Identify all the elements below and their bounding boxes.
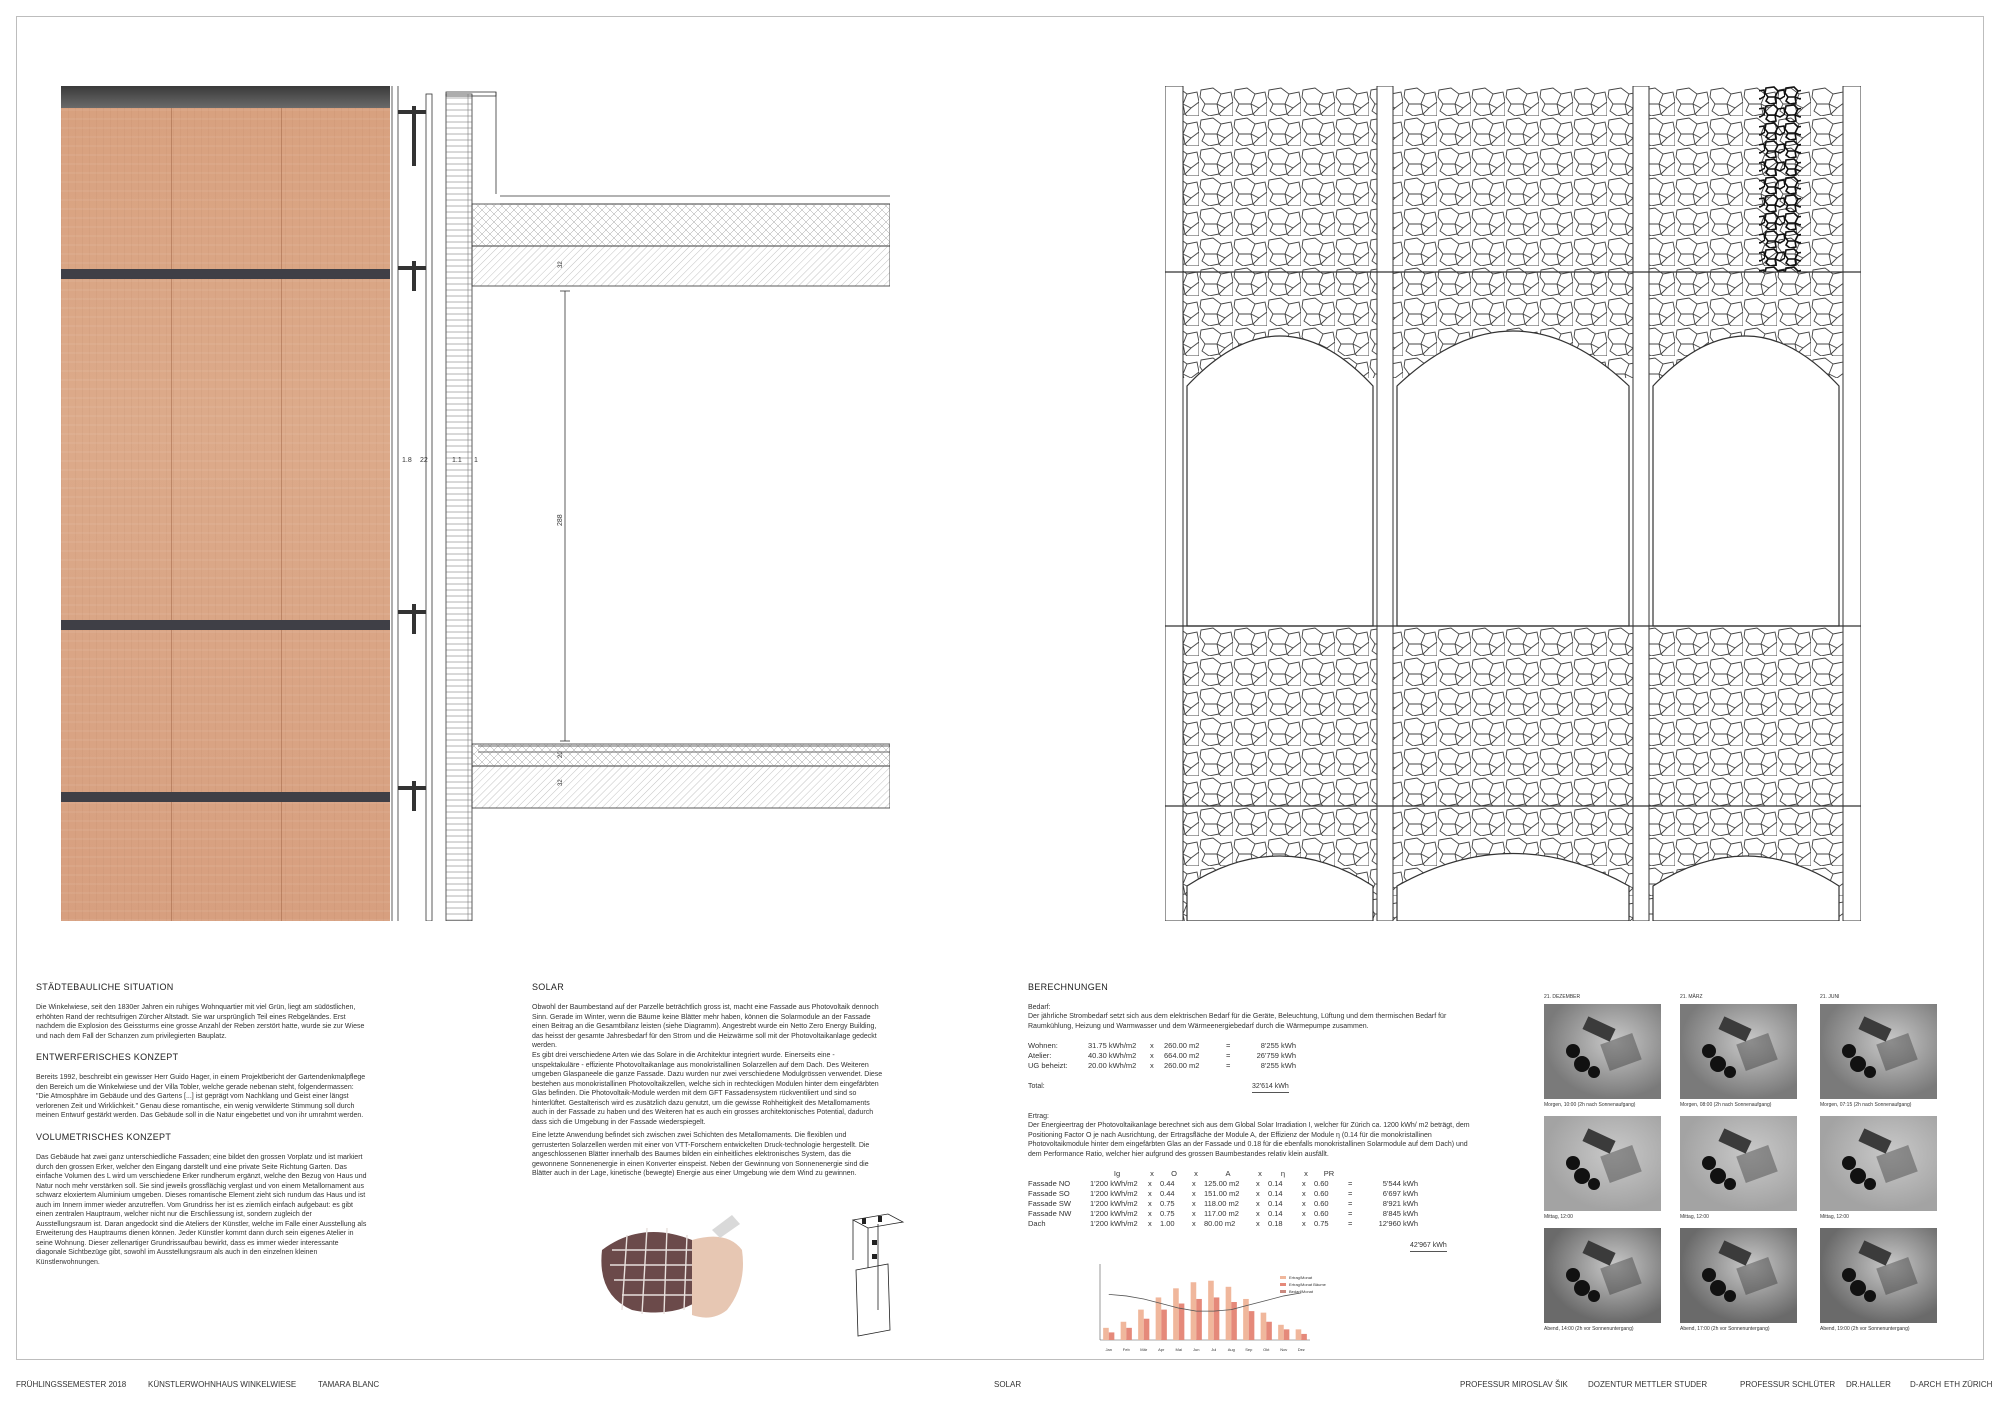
ertrag-cell: x: [1192, 1198, 1196, 1208]
legend-label: Bedarf/Monat: [1289, 1289, 1314, 1294]
bedarf-cell: 260.00 m2: [1164, 1060, 1200, 1070]
ertrag-cell: 117.00 m2: [1204, 1208, 1239, 1218]
footer-author: TAMARA BLANC: [318, 1380, 380, 1389]
text-solar-3: Eine letzte Anwendung befindet sich zwischen zwei Schichten des Metallornaments. Die flexiblen und gerrusterten Solarzellen werden mit einer von VTT-Forschern entwickelten Druck-technologie hergestellt. Die angeschlossenen Blätter innerhalb des Baumes bilden ein einheitliches elektronisches System, das die gewonnene Sonnenenergie in einen Konverter einspeist. Neben der Gewinnung von Sonnenenergie sind die Blätter auch in der Lage, kinetische (bewegte) Energie aus einer Umgebung wie dem Wind zu gewinnen.: [532, 1132, 870, 1177]
ertrag-cell: =: [1348, 1178, 1353, 1188]
bar-1-10: [1284, 1329, 1290, 1340]
ertrag-cell: 5'544 kWh: [1382, 1178, 1418, 1188]
ertrag-table: [1028, 1168, 1422, 1228]
bar-0-7: [1226, 1287, 1232, 1340]
ertrag-cell: x: [1148, 1188, 1152, 1198]
shadow-date: 21. DEZEMBER: [1544, 994, 1581, 1000]
footer-semester: FRÜHLINGSSEMESTER 2018: [16, 1380, 127, 1389]
ertrag-cell: 1'200 kWh/m2: [1090, 1188, 1138, 1198]
footer-topic: SOLAR: [994, 1380, 1022, 1389]
ertrag-cell: x: [1302, 1188, 1306, 1198]
ertrag-cell: =: [1348, 1218, 1353, 1228]
bedarf-text: Der jährliche Strombedarf setzt sich aus dem elektrischen Bedarf für die Geräte, Beleuchtung, Lüftung und dem thermischen Bedarf für Raumkühlung, Heizung und Warmwasser und dem Wärmeenergiebedarf durch die Wärmepumpe zusammen.: [1028, 1013, 1447, 1030]
legend-label: Ertrag/Monat Bäume: [1289, 1282, 1326, 1287]
dim-height: 288: [557, 514, 564, 526]
ertrag-cell: 12'960 kWh: [1378, 1218, 1418, 1228]
ertrag-cell: x: [1192, 1208, 1196, 1218]
shadow-study-image: [1680, 1116, 1797, 1211]
shadow-caption: Abend, 17:00 (2h vor Sonnenuntergang): [1680, 1326, 1770, 1332]
ertrag-cell: Fassade NW: [1028, 1208, 1072, 1218]
dim-slab-bottom: 32: [558, 779, 564, 786]
ertrag-cell: 0.44: [1160, 1178, 1175, 1188]
ertrag-cell: x: [1256, 1178, 1260, 1188]
ertrag-cell: 0.14: [1268, 1188, 1283, 1198]
ertrag-cell: 0.60: [1314, 1198, 1329, 1208]
bar-0-2: [1138, 1310, 1144, 1340]
x-tick-label: Dez: [1297, 1347, 1305, 1352]
bedarf-total: 32'614 kWh: [1252, 1082, 1289, 1093]
bedarf-cell: 8'255 kWh: [1260, 1060, 1296, 1070]
bedarf-cell: 20.00 kWh/m2: [1088, 1060, 1137, 1070]
bar-1-9: [1266, 1322, 1272, 1340]
x-tick-label: Jan: [1105, 1347, 1112, 1352]
bar-0-3: [1156, 1297, 1162, 1340]
shadow-caption: Mittag, 12:00: [1820, 1214, 1849, 1220]
x-tick-label: Apr: [1158, 1347, 1165, 1352]
ertrag-row: [1028, 1198, 1422, 1208]
text-volume: Das Gebäude hat zwei ganz unterschiedliche Fassaden; eine bildet den grossen Vorplatz und ist markiert durch den grossen Erker, welcher den Eingang darstellt und eine private Seite Richtung Garten. Das einfache Volumen des L wird um verschiedene Erker rundherum ergänzt, welche den Bezug von Haus und Natur noch mehr verstärken soll. Sie sind jeweils grossflächig verglast und von einem Metallornament aus schwarz eloxiertem Aluminium umgeben. Dieses romantische Element zieht sich rundum das Haus und ist auch im Innern immer wieder anzutreffen. Vom Grundriss her ist es ziemlich einfach aufgebaut: es gibt einen zentralen Hauptraum, welcher nicht nur die Erschliessung ist, sondern zugleich der Ausstellungsraum ist. Daran angedockt sind die Ateliers der Künstler, welche im Falle einer Ausstellung als Erweiterung des Hauptraums dienen können. Jeder Künstler kommt dann durch sein eigenes Atelier in seine Wohnung. Dieser zellenartiger Grundrissaufbau bewirkt, dass es immer wieder interessante diagonale Sichtbezüge gibt, sowohl im Ausstellungsraum als auch in den einzelnen kleinen Künstlerwohnungen.: [36, 1154, 367, 1266]
bedarf-cell: =: [1226, 1060, 1231, 1070]
bar-1-3: [1161, 1310, 1167, 1340]
text-solar-1: Obwohl der Baumbestand auf der Parzelle beträchtlich gross ist, macht eine Fassade aus Photovoltaik dennoch Sinn. Gerade im Winter, wenn die Bäume keine Blätter mehr haben, können die Solarmodule an der Fassade einen Beitrag an die Gesamtbilanz leisten (siehe Diagramm). Angestrebt wurde ein Netto Zero Energy Building, das heisst der gesamte Jahresbedarf für den Strom und die Heizwärme soll mit der Photovoltaikanlage gedeckt werden.: [532, 1004, 879, 1049]
yield-demand-chart: [1080, 1258, 1320, 1354]
text-design: Bereits 1992, beschreibt ein gewisser Herr Guido Hager, in einem Projektbericht der Gartendenkmalpflege den Bereich um die Winkelwiese und der Villa Tobler, welche gerade nebenan steht, folgendermassen: "Die Atmosphäre im Gebäude und des Gartens [...] ist geprägt vom Nachklang und Geist einer längst verlorenen Zeit und Wirklichkeit." Genau diese romantische, ein wenig verwilderte Stimmung soll durch meinen Entwurf gestärkt werden. Das Gebäude soll in die Natur eingebettet und von ihr umrahmt werden.: [36, 1074, 366, 1119]
ertrag-cell: Fassade NO: [1028, 1178, 1071, 1188]
ertrag-header-cell: O: [1171, 1168, 1177, 1178]
bedarf-row: [1028, 1060, 1300, 1070]
heading-design: ENTWERFERISCHES KONZEPT: [36, 1052, 179, 1062]
shadow-caption: Mittag, 12:00: [1680, 1214, 1709, 1220]
ornament-elevation: [1165, 86, 1861, 921]
ertrag-cell: 0.60: [1314, 1178, 1329, 1188]
ertrag-row: [1028, 1178, 1422, 1188]
ertrag-cell: x: [1302, 1208, 1306, 1218]
ertrag-cell: 0.75: [1160, 1208, 1175, 1218]
ertrag-header-cell: Ig: [1113, 1168, 1121, 1178]
text-solar-2: Es gibt drei verschiedene Arten wie das Solare in die Architektur integriert wurde. Einerseits eine - unspektakuläre - effiziente Photovoltaikanlage aus monokristallinen Solarzellen auf dem Dach. Des Weiteren umgeben Glaspaneele die ganze Fassade. Dazu wurden nur zwei verschiedene Modulgrössen verwendet. Diese bestehen aus monokristallinen Photovoltaikzellen, welche sich in rechteckigen Modulen hinter dem eingefärbten Glas befinden. Die Photovoltaik-Module werden mit dem GFT Fassadensystem rückventiliert und sind so hinterlüftet. Gestalterisch wird es zusätzlich dazu genutzt, um die gewisse Rohheitigkeit des Metallornaments auch in der Fassade zu haben und des Weiteren hat es auch ein grosses architektonisches Potential, dadurch dass sich die Umgebung in der Fassade wiederspiegelt.: [532, 1052, 883, 1126]
ertrag-cell: 0.14: [1268, 1198, 1283, 1208]
legend-swatch: [1280, 1283, 1286, 1286]
ertrag-cell: 8'921 kWh: [1382, 1198, 1418, 1208]
shadow-caption: Mittag, 12:00: [1544, 1214, 1573, 1220]
x-tick-label: Jul: [1211, 1347, 1217, 1352]
dim-2: 22: [420, 457, 428, 464]
heading-volume: VOLUMETRISCHES KONZEPT: [36, 1132, 172, 1142]
bar-1-1: [1126, 1328, 1132, 1340]
ertrag-cell: 118.00 m2: [1204, 1198, 1239, 1208]
shadow-date: 21. JUNI: [1820, 994, 1840, 1000]
ertrag-header-cell: x: [1258, 1168, 1262, 1178]
ertrag-cell: =: [1348, 1208, 1353, 1218]
ertrag-text: Der Energieertrag der Photovoltaikanlage berechnet sich aus dem Global Solar Irradiation I, welcher für Zürich ca. 1200 kWh/ m2 beträgt, dem Positioning Factor O je nach Ausrichtung, der Ertragsfläche der Module A, der Effizienz der Module η (0.14 für die monokristallinen Photovoltaikmodule hinter dem eingefärbten Glas an der Fassade und 0.18 für die ebenfalls monokristallinen Solarmodule auf dem Dach) und dem Performance Ratio, welcher hier aufgrund des grossen Baumbestandes relativ klein ausfällt.: [1028, 1122, 1470, 1158]
bedarf-cell: Atelier:: [1028, 1050, 1052, 1060]
bar-0-9: [1261, 1313, 1267, 1340]
ertrag-cell: x: [1148, 1218, 1152, 1228]
bedarf-cell: 31.75 kWh/m2: [1088, 1040, 1137, 1050]
shadow-study-image: [1820, 1228, 1937, 1323]
bar-1-6: [1214, 1297, 1220, 1340]
ertrag-cell: x: [1148, 1198, 1152, 1208]
ertrag-row: [1028, 1188, 1422, 1198]
shadow-caption: Morgen, 10:00 (2h nach Sonnenaufgang): [1544, 1102, 1636, 1108]
ertrag-cell: 0.60: [1314, 1188, 1329, 1198]
x-tick-label: Aug: [1227, 1347, 1235, 1352]
ertrag-cell: x: [1302, 1198, 1306, 1208]
bedarf-cell: 664.00 m2: [1164, 1050, 1200, 1060]
ertrag-cell: 0.14: [1268, 1208, 1283, 1218]
dim-4: 1: [474, 457, 478, 464]
dim-floor: 20: [558, 751, 564, 758]
bedarf-table: [1028, 1040, 1300, 1070]
shadow-study-image: [1820, 1004, 1937, 1099]
bedarf-total-label: Total:: [1028, 1083, 1045, 1090]
ertrag-cell: 125.00 m2: [1204, 1178, 1240, 1188]
demand-line: [1109, 1293, 1302, 1311]
dim-1: 1.8: [402, 457, 412, 464]
ertrag-cell: 151.00 m2: [1204, 1188, 1240, 1198]
bedarf-cell: Wohnen:: [1028, 1040, 1058, 1050]
bar-0-6: [1208, 1281, 1214, 1340]
shadow-caption: Abend, 14:00 (2h vor Sonnenuntergang): [1544, 1326, 1634, 1332]
ertrag-cell: 1.00: [1160, 1218, 1175, 1228]
bedarf-cell: UG beheizt:: [1028, 1060, 1068, 1070]
ertrag-cell: 1'200 kWh/m2: [1090, 1218, 1138, 1228]
bedarf-cell: x: [1150, 1050, 1154, 1060]
heading-calc: BERECHNUNGEN: [1028, 982, 1109, 992]
bar-0-4: [1173, 1288, 1179, 1340]
x-tick-label: Okt: [1263, 1347, 1270, 1352]
ertrag-header-cell: x: [1150, 1168, 1154, 1178]
ertrag-header-cell: [1028, 1168, 1090, 1178]
footer-haller: DR.HALLER: [1846, 1380, 1891, 1389]
ertrag-cell: 1'200 kWh/m2: [1090, 1208, 1138, 1218]
ertrag-header-cell: x: [1194, 1168, 1198, 1178]
ertrag-label: Ertrag:: [1028, 1113, 1050, 1120]
bedarf-cell: 260.00 m2: [1164, 1040, 1200, 1050]
bar-0-0: [1103, 1328, 1109, 1340]
ertrag-cell: 1'200 kWh/m2: [1090, 1198, 1138, 1208]
footer-eth: ETH ZÜRICH: [1944, 1380, 1993, 1389]
ertrag-cell: 0.14: [1268, 1178, 1283, 1188]
x-tick-label: Mai: [1175, 1347, 1182, 1352]
bedarf-cell: 40.30 kWh/m2: [1088, 1050, 1137, 1060]
bedarf-row: [1028, 1040, 1300, 1050]
ertrag-cell: x: [1302, 1178, 1306, 1188]
bedarf-cell: =: [1226, 1040, 1231, 1050]
bedarf-row: [1028, 1050, 1300, 1060]
shadow-date: 21. MÄRZ: [1680, 994, 1703, 1000]
text-urban: Die Winkelwiese, seit den 1830er Jahren ein ruhiges Wohnquartier mit viel Grün, liegt am südöstlichen, erhöhten Rand der rechtsufrigen Zürcher Altstadt. Sie war ursprünglich Teil eines Rebgeländes. Erst nachdem die Explosion des Geissturms eine grosse Anzahl der Reben zerstört hatte, wurde sie zur Wiese und nach dem Fall der Schanzen zum privilegierten Bauplatz.: [36, 1004, 365, 1040]
facade-rendering: [61, 86, 390, 921]
legend-entry: [1280, 1274, 1350, 1281]
ertrag-cell: x: [1192, 1188, 1196, 1198]
ertrag-cell: x: [1148, 1178, 1152, 1188]
ertrag-cell: x: [1192, 1178, 1196, 1188]
ertrag-cell: 0.75: [1314, 1218, 1329, 1228]
ertrag-row: [1028, 1218, 1422, 1228]
ertrag-total: 42'967 kWh: [1410, 1241, 1447, 1252]
ertrag-cell: x: [1256, 1188, 1260, 1198]
x-tick-label: Sep: [1245, 1347, 1253, 1352]
legend-entry: [1280, 1288, 1350, 1295]
ertrag-cell: x: [1256, 1198, 1260, 1208]
heading-solar: SOLAR: [532, 982, 565, 992]
ertrag-cell: 0.18: [1268, 1218, 1283, 1228]
bedarf-cell: =: [1226, 1050, 1231, 1060]
bar-1-11: [1301, 1334, 1307, 1340]
legend-swatch: [1280, 1276, 1286, 1279]
ertrag-cell: 6'697 kWh: [1382, 1188, 1418, 1198]
shadow-caption: Morgen, 08:00 (2h nach Sonnenaufgang): [1680, 1102, 1772, 1108]
ertrag-header-cell: A: [1225, 1168, 1231, 1178]
solar-leaf-photo: [592, 1210, 752, 1330]
ertrag-cell: Dach: [1028, 1218, 1046, 1228]
bar-0-1: [1121, 1322, 1127, 1340]
ertrag-cell: 0.75: [1160, 1198, 1175, 1208]
ertrag-cell: 0.44: [1160, 1188, 1175, 1198]
legend-swatch: [1280, 1290, 1286, 1293]
bar-0-11: [1296, 1329, 1302, 1340]
ertrag-cell: Fassade SO: [1028, 1188, 1070, 1198]
ertrag-cell: =: [1348, 1188, 1353, 1198]
x-tick-label: Feb: [1122, 1347, 1130, 1352]
ertrag-cell: 1'200 kWh/m2: [1090, 1178, 1138, 1188]
ertrag-cell: x: [1148, 1208, 1152, 1218]
footer-dozentur: DOZENTUR METTLER STUDER: [1588, 1380, 1708, 1389]
legend-entry: [1280, 1281, 1350, 1288]
ertrag-header-cell: PR: [1323, 1168, 1335, 1178]
ertrag-cell: =: [1348, 1198, 1353, 1208]
ertrag-cell: 0.60: [1314, 1208, 1329, 1218]
ertrag-header-cell: η: [1280, 1168, 1286, 1178]
ertrag-row: [1028, 1208, 1422, 1218]
ertrag-cell: x: [1256, 1208, 1260, 1218]
legend-label: Ertrag/Monat: [1289, 1275, 1313, 1280]
x-tick-label: Jun: [1193, 1347, 1200, 1352]
shadow-caption: Abend, 19:00 (2h vor Sonnenuntergang): [1820, 1326, 1910, 1332]
footer-project: KÜNSTLERWOHNHAUS WINKELWIESE: [148, 1380, 297, 1389]
bedarf-label: Bedarf:: [1028, 1004, 1051, 1011]
shadow-study-image: [1680, 1228, 1797, 1323]
bar-1-0: [1109, 1332, 1115, 1340]
bedarf-cell: x: [1150, 1040, 1154, 1050]
ertrag-cell: 80.00 m2: [1204, 1218, 1236, 1228]
footer-darch: D-ARCH: [1910, 1380, 1942, 1389]
bedarf-cell: 8'255 kWh: [1260, 1040, 1296, 1050]
x-tick-label: Mär: [1140, 1347, 1148, 1352]
bar-0-10: [1278, 1325, 1284, 1340]
ertrag-header-cell: [1362, 1168, 1422, 1178]
shadow-study-image: [1680, 1004, 1797, 1099]
ertrag-cell: x: [1256, 1218, 1260, 1228]
facade-detail-axo: [848, 1210, 908, 1340]
heading-urban: STÄDTEBAULICHE SITUATION: [36, 982, 174, 992]
bar-1-2: [1144, 1319, 1150, 1340]
bar-1-7: [1231, 1302, 1237, 1340]
ertrag-cell: x: [1192, 1218, 1196, 1228]
shadow-study-image: [1544, 1228, 1661, 1323]
ertrag-cell: 8'845 kWh: [1382, 1208, 1418, 1218]
shadow-caption: Morgen, 07:15 (2h nach Sonnenaufgang): [1820, 1102, 1912, 1108]
facade-section-drawing: [390, 86, 890, 921]
dim-slab-top: 32: [558, 261, 564, 268]
dim-3: 1.1: [452, 457, 462, 464]
bar-1-5: [1196, 1299, 1202, 1340]
footer-prof2: PROFESSUR SCHLÜTER: [1740, 1380, 1836, 1389]
x-tick-label: Nov: [1280, 1347, 1288, 1352]
shadow-study-image: [1544, 1116, 1661, 1211]
bar-1-8: [1249, 1311, 1255, 1340]
ertrag-cell: Fassade SW: [1028, 1198, 1071, 1208]
ertrag-header-cell: x: [1304, 1168, 1308, 1178]
ertrag-header-cell: [1348, 1168, 1362, 1178]
bedarf-cell: 26'759 kWh: [1256, 1050, 1296, 1060]
chart-legend: [1280, 1274, 1350, 1295]
footer-prof1: PROFESSUR MIROSLAV ŠIK: [1460, 1380, 1568, 1389]
shadow-study-image: [1820, 1116, 1937, 1211]
shadow-study-image: [1544, 1004, 1661, 1099]
bedarf-cell: x: [1150, 1060, 1154, 1070]
ertrag-cell: x: [1302, 1218, 1306, 1228]
